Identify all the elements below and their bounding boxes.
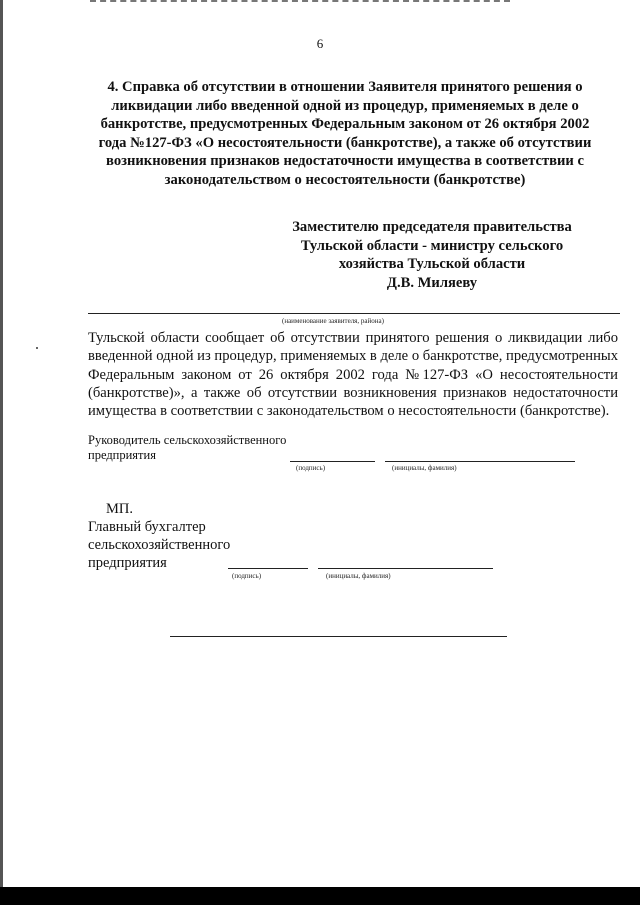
- accountant-sign-caption: (подпись): [232, 572, 262, 580]
- scan-left-edge: [0, 0, 3, 905]
- head-name-caption: (инициалы, фамилия): [392, 464, 457, 472]
- accountant-block: [88, 500, 230, 572]
- addressee-line: Тульской области - министру сельского: [300, 237, 564, 254]
- accountant-name-line: [318, 568, 493, 569]
- document-heading: 4. Справка об отсутствии в отношении Заявителя принятого решения о ликвидации либо введенной одной из процедур, применяемых в деле о банкротстве, предусмотренных Федеральным законом от 26 октября 2002 года №127-ФЗ «О несостоятельности (банкротстве), а также об отсутствии возникновения признаков недостаточности имущества в соответствии с законодательством о несостоятельности (банкротстве): [98, 79, 592, 188]
- addressee-line: хозяйства Тульской области: [338, 256, 526, 272]
- accountant-title-line3: предприятия: [88, 555, 167, 571]
- body-paragraph: Тульской области сообщает об отсутствии принятого решения о ликвидации либо введенной одной из процедур, применяемых в деле о банкротстве, предусмотренных Федеральным законом от 26 октября 2002 года №127-ФЗ «О несостоятельности (банкротстве)», а также об отсутствии возникновения признаков недостаточности имущества в соответствии с законодательством о несостоятельности (банкротстве).: [88, 330, 618, 420]
- applicant-name-line: [88, 313, 620, 314]
- scan-top-dashes: [90, 0, 510, 2]
- accountant-name-caption: (инициалы, фамилия): [326, 572, 391, 580]
- addressee-block: [262, 218, 602, 292]
- addressee-line: Заместителю председателя правительства: [292, 219, 572, 235]
- head-title-line2: предприятия: [88, 448, 156, 462]
- head-sign-caption: (подпись): [296, 464, 326, 472]
- addressee-line: Д.В. Миляеву: [386, 274, 478, 291]
- accountant-title-line2: сельскохозяйственного: [88, 537, 231, 553]
- head-title-line1: Руководитель сельскохозяйственного: [88, 433, 287, 447]
- applicant-caption: (наименование заявителя, района): [282, 317, 384, 325]
- bottom-separator-line: [170, 636, 507, 637]
- scan-speck: [36, 347, 38, 349]
- accountant-title-line1: Главный бухгалтер: [88, 519, 206, 535]
- page-number: 6: [316, 36, 324, 51]
- accountant-signature-line: [228, 568, 308, 569]
- stamp-mark: МП.: [106, 501, 133, 517]
- scan-bottom-edge: [0, 887, 640, 905]
- head-signature-line: [290, 461, 375, 462]
- head-name-line: [385, 461, 575, 462]
